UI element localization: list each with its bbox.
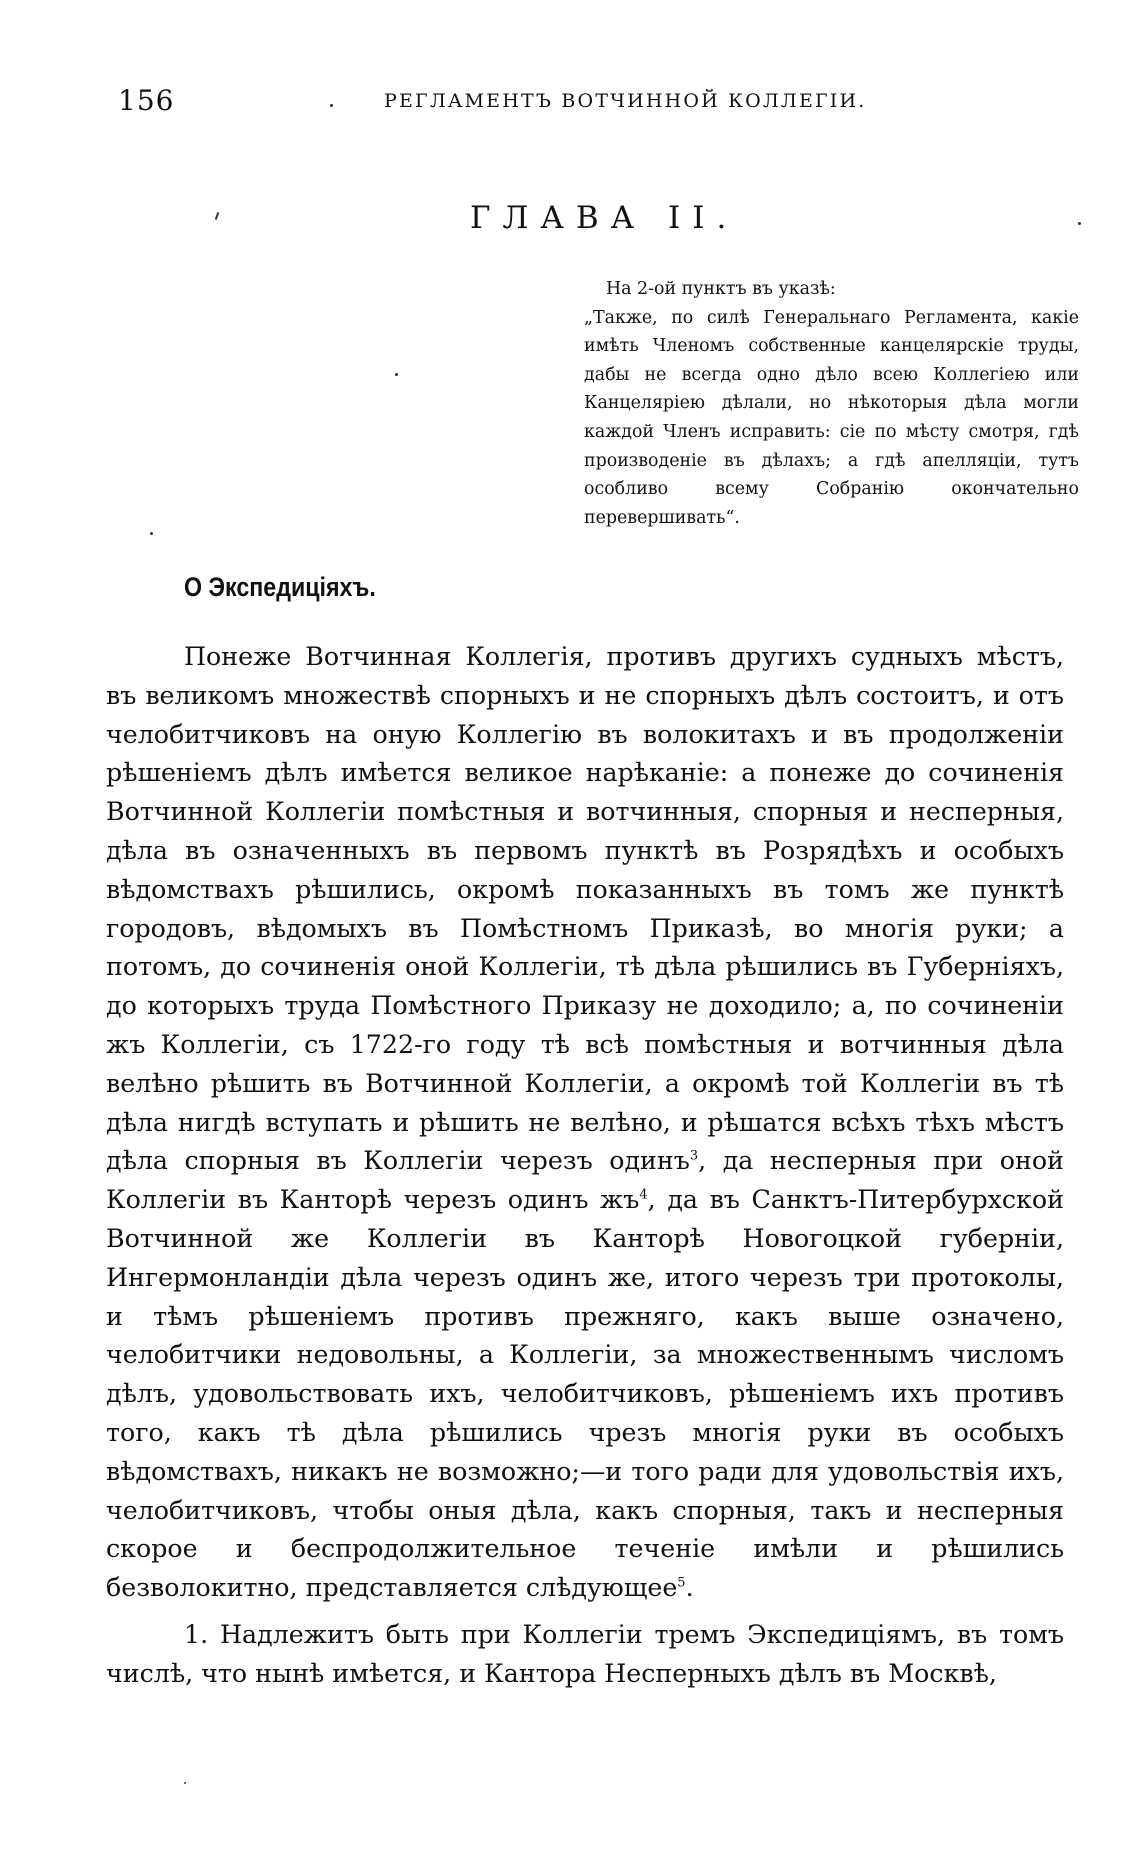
page-number: 156 (118, 84, 175, 117)
body-text (106, 638, 1064, 1694)
margin-note-intro: На 2-ой пунктъ въ указѣ: (606, 279, 836, 299)
body-paragraph-2: 1. Надлежитъ быть при Коллегіи тремъ Экспедиціямъ, въ томъ числѣ, что нынѣ имѣется, и Кантора Несперныхъ дѣлъ въ Москвѣ, (106, 1619, 1064, 1688)
body-paragraph-1-text-b: , да несперныя при оной Коллегіи въ Канторѣ черезъ одинъ жъ (106, 1146, 1064, 1215)
scan-speck (395, 373, 398, 376)
footnote-ref-3: 3 (689, 1148, 699, 1164)
running-title: РЕГЛАМЕНТЪ ВОТЧИННОЙ КОЛЛЕГІИ. (384, 90, 867, 112)
body-paragraph-1 (106, 638, 1064, 1608)
scan-speck (1078, 222, 1081, 225)
page-header (118, 84, 1038, 120)
footnote-ref-4: 4 (639, 1187, 648, 1203)
body-paragraph-1-text-c: , да въ Санктъ-Питербурхской Вотчинной же Коллегіи въ Канторѣ Новогоцкой губерніи, Ингермонландіи дѣла черезъ одинъ же, итого черезъ три протоколы, и тѣмъ рѣшеніемъ противъ прежняго, какъ выше означено, челобитчики недовольны, а Коллегіи, за множественнымъ числомъ дѣлъ, удовольствовать ихъ, челобитчиковъ, рѣшеніемъ ихъ противъ того, какъ тѣ дѣла рѣшились чрезъ многія руки въ особыхъ вѣдомствахъ, никакъ не возможно;—и того ради для удовольствія ихъ, челобитчиковъ, чтобы оныя дѣла, какъ спорныя, такъ и несперныя скорое и беспродолжительное теченіе имѣли и рѣшились безволокитно, представляется слѣдующее (106, 1185, 1064, 1603)
scan-speck (184, 1782, 186, 1784)
body-paragraph-1-end: . (685, 1573, 694, 1603)
margin-note (584, 275, 1079, 532)
scan-speck (215, 212, 220, 220)
margin-note-quote: „Также, по силѣ Генеральнаго Регламента, какіе имѣть Членомъ собственные канцелярскіе труды, дабы не всегда одно дѣло всею Коллегіею или Канцеляріею дѣлали, но нѣкоторыя дѣла могли каждой Членъ исправить: сіе по мѣсту смотря, гдѣ производеніе въ дѣлахъ; а гдѣ апелляціи, тутъ особливо всему Собранію окончательно перевершивать“. (584, 307, 1079, 528)
footnote-ref-5: 5 (677, 1575, 686, 1591)
scan-speck (150, 532, 153, 535)
section-heading: О Экспедиціяхъ. (184, 572, 376, 602)
body-paragraph-1-text: Понеже Вотчинная Коллегія, противъ другихъ судныхъ мѣстъ, въ великомъ множествѣ спорныхъ и не спорныхъ дѣлъ состоитъ, и отъ челобитчиковъ на оную Коллегію въ волокитахъ и въ продолженіи рѣшеніемъ дѣлъ имѣется великое нарѣканіе: а понеже до сочиненія Вотчинной Коллегіи помѣстныя и вотчинныя, спорныя и несперныя, дѣла въ означенныхъ въ первомъ пунктѣ въ Розрядѣхъ и особыхъ вѣдомствахъ рѣшились, окромѣ показанныхъ въ томъ же пунктѣ городовъ, вѣдомыхъ въ Помѣстномъ Приказѣ, во многія руки; а потомъ, до сочиненія оной Коллегіи, тѣ дѣла рѣшились въ Губерніяхъ, до которыхъ труда Помѣстного Приказу не доходило; а, по сочиненіи жъ Коллегіи, съ 1722-го году тѣ всѣ помѣстныя и вотчинныя дѣла велѣно рѣшить въ Вотчинной Коллегіи, а окромѣ той Коллегіи въ тѣ дѣла нигдѣ вступать и рѣшить не велѣно, и рѣшатся всѣхъ тѣхъ мѣстъ дѣла спорныя въ Коллегіи черезъ одинъ (106, 642, 1064, 1176)
chapter-heading: ГЛАВА II. (470, 200, 739, 236)
scan-speck (330, 104, 333, 107)
